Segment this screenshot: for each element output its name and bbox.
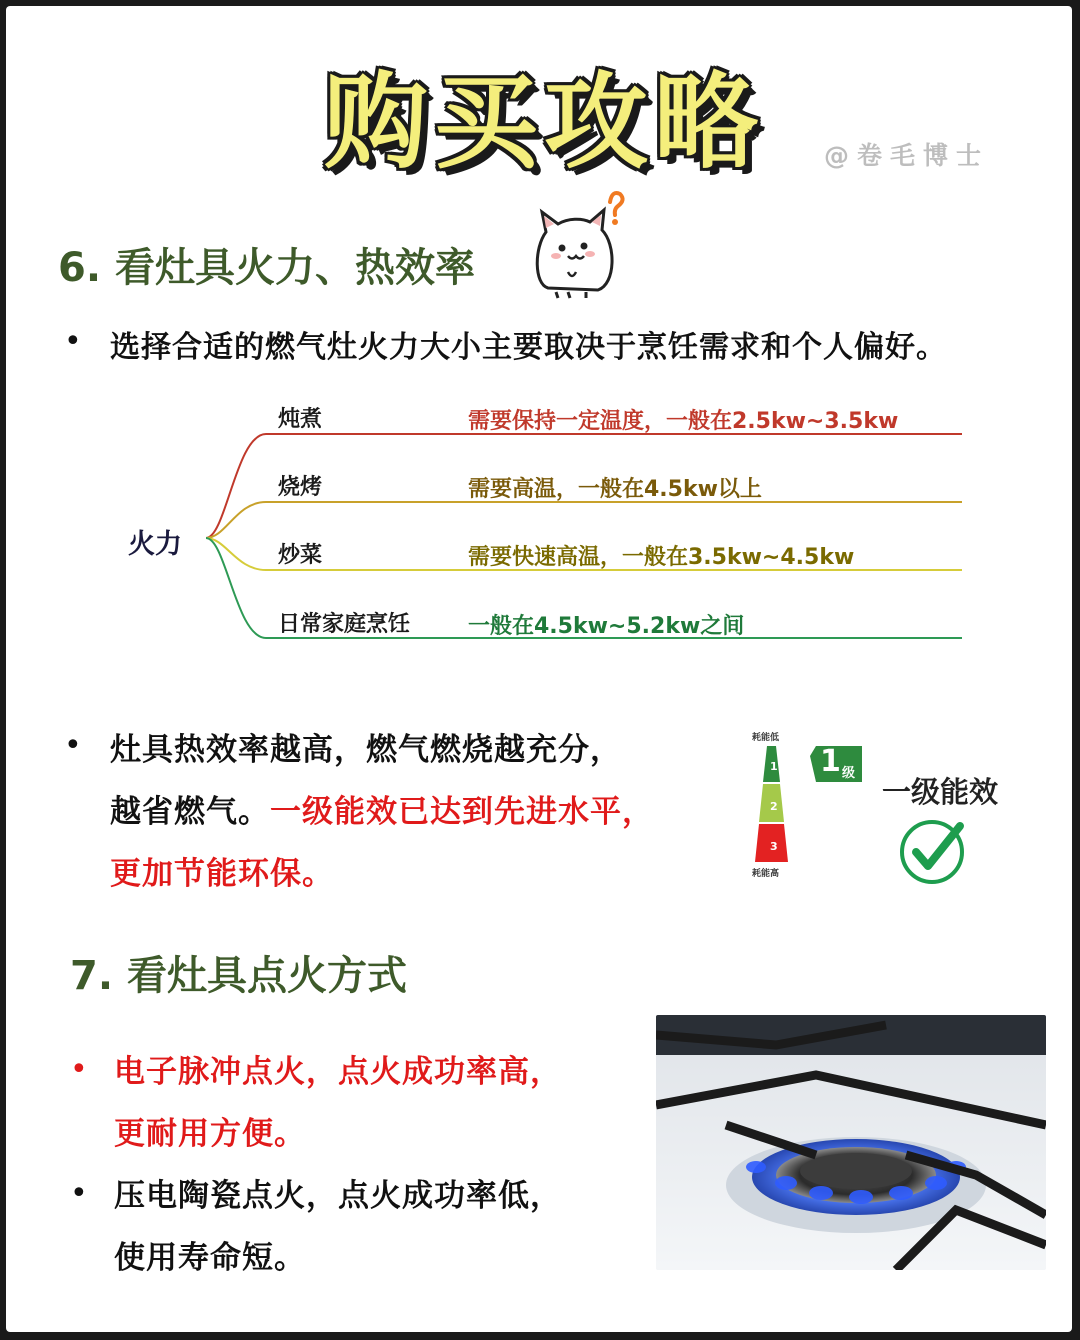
energy-badge-number: 1 [820, 744, 841, 779]
branch-label-grill: 烧烤 [278, 475, 323, 500]
section-6-intro: 选择合适的燃气灶火力大小主要取决于烹饪需求和个人偏好。 [110, 330, 947, 365]
energy-label-bottom: 耗能高 [752, 869, 780, 879]
author-handle: @卷毛博士 [824, 141, 990, 170]
efficiency-line-2 [110, 786, 654, 831]
poster-card [6, 6, 1072, 1332]
branch-desc-daily: 一般在4.5kw~5.2kw之间 [468, 614, 745, 639]
bullet-dot-icon: • [64, 324, 82, 359]
efficiency-line-3: 更加节能环保。 [110, 856, 334, 892]
ignition-electronic-line-2: 更耐用方便。 [114, 1116, 306, 1152]
efficiency-line-1: 灶具热效率越高，燃气燃烧越充分， [110, 732, 622, 768]
main-title: 购买攻略 [324, 61, 765, 183]
bullet-dot-icon: • [64, 728, 82, 763]
branch-desc-grill: 需要高温，一般在4.5kw以上 [468, 477, 762, 502]
branch-label-stew: 炖煮 [278, 407, 323, 432]
efficiency-line-2-black: 越省燃气。 [110, 794, 270, 830]
section-7-title: 7. 看灶具点火方式 [70, 953, 407, 999]
energy-level-2: 2 [770, 800, 778, 813]
ignition-piezo-line-2: 使用寿命短。 [114, 1240, 306, 1276]
ignition-electronic-line-1: 电子脉冲点火，点火成功率高， [114, 1054, 562, 1090]
energy-level-3: 3 [770, 840, 778, 853]
ignition-piezo-line-1: 压电陶瓷点火，点火成功率低， [114, 1178, 562, 1214]
energy-label-top: 耗能低 [752, 733, 780, 743]
check-circle-icon [898, 814, 970, 886]
cat-mascot-icon [528, 188, 628, 300]
section-6-title: 6. 看灶具火力、热效率 [58, 245, 475, 291]
bullet-dot-icon: • [70, 1052, 88, 1087]
bullet-dot-icon: • [70, 1176, 88, 1211]
energy-grade-title: 一级能效 [882, 775, 999, 809]
branch-desc-stirfry: 需要快速高温，一般在3.5kw~4.5kw [468, 545, 855, 570]
energy-badge-unit: 级 [842, 766, 856, 781]
branch-label-daily: 日常家庭烹饪 [278, 612, 411, 637]
branch-desc-stew: 需要保持一定温度，一般在2.5kw~3.5kw [468, 409, 899, 434]
gas-stove-burner-image [656, 1015, 1046, 1270]
energy-level-1: 1 [770, 760, 778, 773]
fire-power-root: 火力 [128, 529, 182, 560]
branch-label-stirfry: 炒菜 [278, 543, 323, 568]
efficiency-line-2-red: 一级能效已达到先进水平， [270, 794, 654, 830]
